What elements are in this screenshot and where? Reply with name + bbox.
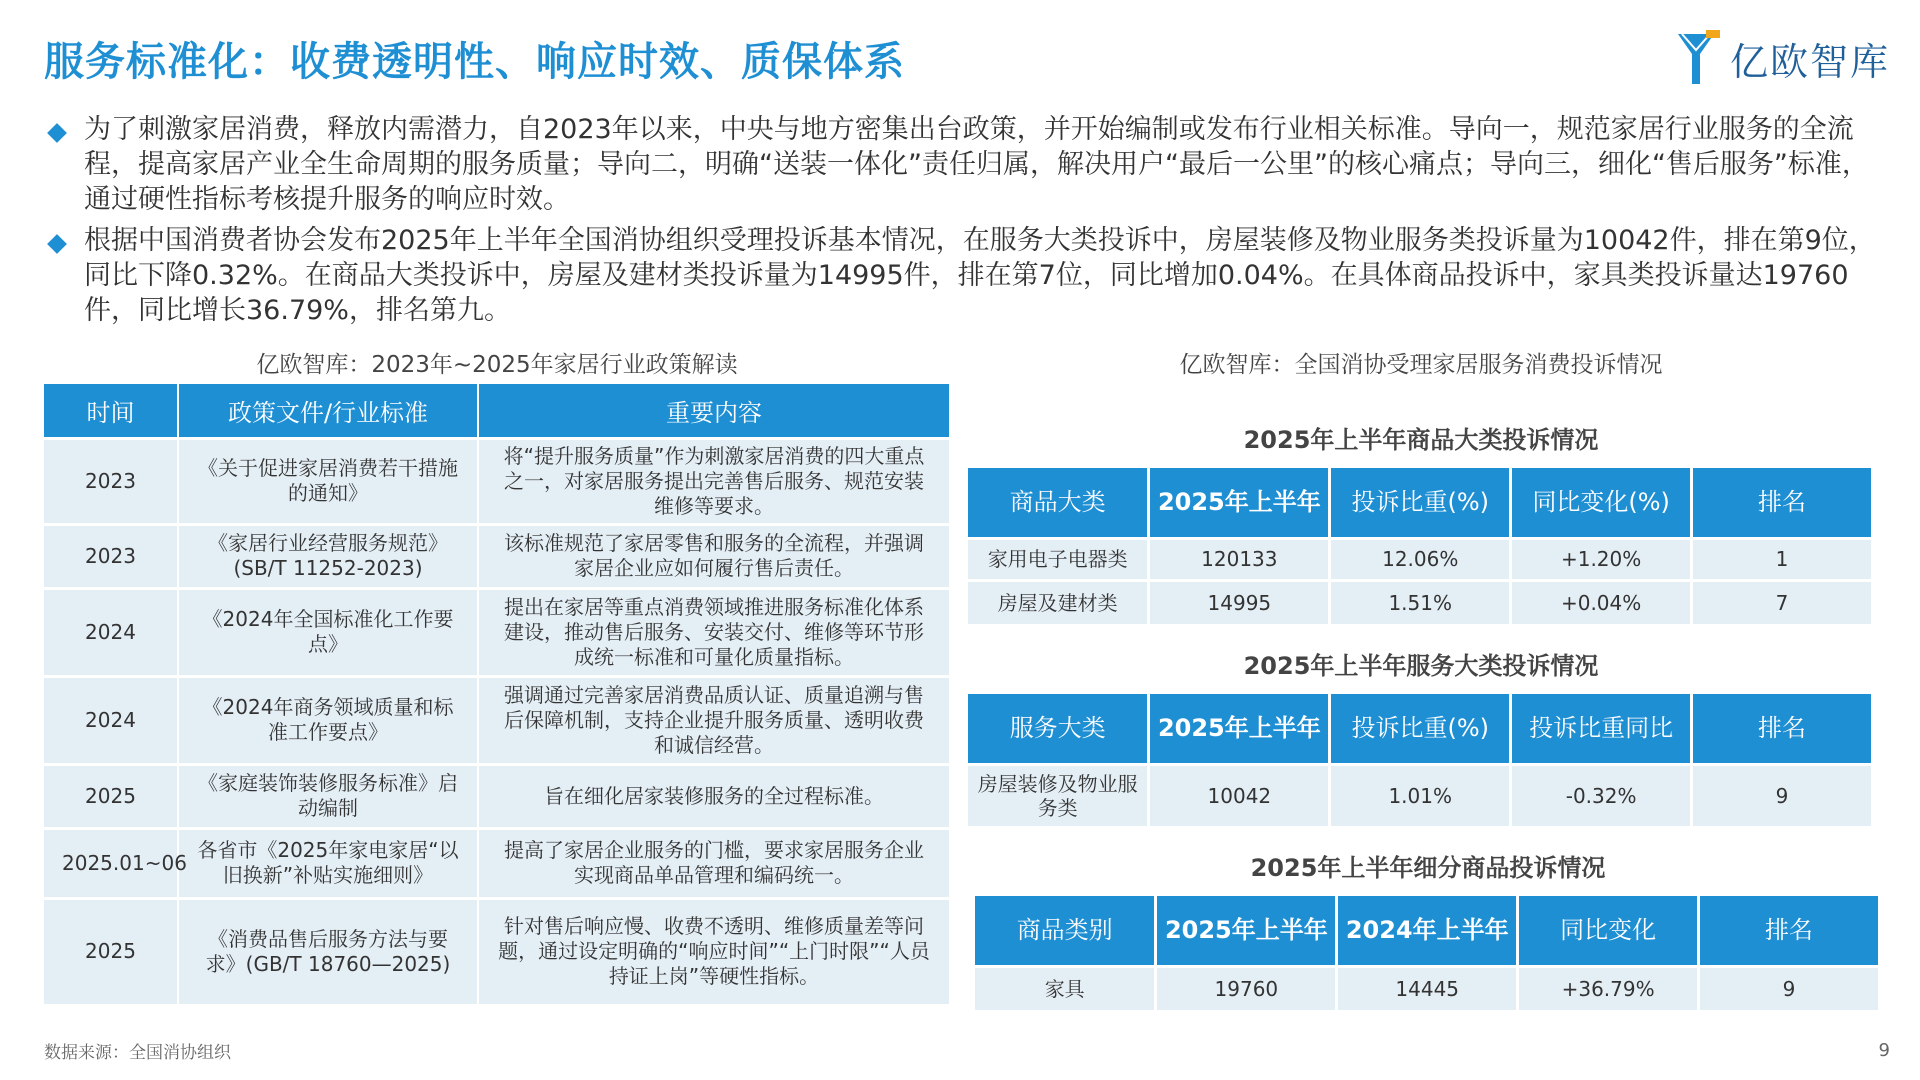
header-doc: 政策文件/行业标准 — [178, 384, 478, 438]
intro-bullets — [44, 112, 1894, 334]
policy-time: 2023 — [44, 438, 178, 524]
cell: 房屋及建材类 — [968, 580, 1149, 624]
header-rank: 排名 — [1692, 468, 1873, 538]
header-rank: 排名 — [1699, 896, 1880, 966]
policy-content: 针对售后响应慢、收费不透明、维修质量差等问题，通过设定明确的“响应时间”“上门时限”“人员持证上岗”等硬性指标。 — [478, 898, 950, 1004]
policy-time: 2025.01~06 — [44, 828, 178, 898]
policy-time: 2023 — [44, 524, 178, 588]
header-share-yoy: 投诉比重同比 — [1511, 694, 1692, 764]
cell: +36.79% — [1518, 966, 1699, 1010]
logo-text: 亿欧智库 — [1729, 39, 1890, 84]
cell: 7 — [1692, 580, 1873, 624]
cell: 12.06% — [1330, 538, 1511, 580]
diamond-bullet-icon — [47, 123, 67, 143]
page-title: 服务标准化：收费透明性、响应时效、质保体系 — [44, 39, 905, 85]
policy-time: 2025 — [44, 898, 178, 1004]
policy-content: 将“提升服务质量”作为刺激家居消费的四大重点之一，对家居服务提出完善售后服务、规范安装维修等要求。 — [478, 438, 950, 524]
diamond-bullet-icon — [47, 234, 67, 254]
policy-content: 旨在细化居家装修服务的全过程标准。 — [478, 764, 950, 828]
data-source: 数据来源：全国消协组织 — [44, 1043, 231, 1063]
cell: 1 — [1692, 538, 1873, 580]
table-row — [968, 580, 1873, 624]
cell: 房屋装修及物业服务类 — [968, 764, 1149, 826]
cell: 9 — [1692, 764, 1873, 826]
cell: 19760 — [1156, 966, 1337, 1010]
table-row — [44, 898, 950, 1004]
complaints-caption: 亿欧智库：全国消协受理家居服务消费投诉情况 — [1179, 352, 1663, 378]
header-2025h1: 2025年上半年 — [1156, 896, 1337, 966]
bullet-item — [44, 223, 1894, 328]
table-row — [44, 524, 950, 588]
header-rank: 排名 — [1692, 694, 1873, 764]
header-2025h1: 2025年上半年 — [1149, 694, 1330, 764]
policy-table-caption: 亿欧智库：2023年~2025年家居行业政策解读 — [256, 352, 738, 378]
policy-time: 2024 — [44, 588, 178, 676]
cell: +1.20% — [1511, 538, 1692, 580]
policy-time: 2024 — [44, 676, 178, 764]
header-category: 商品类别 — [975, 896, 1156, 966]
header-time: 时间 — [44, 384, 178, 438]
header-content: 重要内容 — [478, 384, 950, 438]
policy-content: 提出在家居等重点消费领域推进服务标准化体系建设，推动售后服务、安装交付、维修等环节形成统一标准和可量化质量指标。 — [478, 588, 950, 676]
cell: 家具 — [975, 966, 1156, 1010]
service-complaint-table — [968, 694, 1874, 826]
service-header-row — [968, 694, 1873, 764]
page-number: 9 — [1878, 1040, 1890, 1061]
cell: 1.01% — [1330, 764, 1511, 826]
policy-doc: 各省市《2025年家电家居“以旧换新”补贴实施细则》 — [178, 828, 478, 898]
policy-table — [44, 384, 951, 1004]
policy-doc: 《家庭装饰装修服务标准》启动编制 — [178, 764, 478, 828]
policy-doc: 《家居行业经营服务规范》(SB/T 11252-2023) — [178, 524, 478, 588]
policy-time: 2025 — [44, 764, 178, 828]
detail-header-row — [975, 896, 1880, 966]
detail-complaint-table — [975, 896, 1881, 1010]
header-2025h1: 2025年上半年 — [1149, 468, 1330, 538]
header-share: 投诉比重(%) — [1330, 694, 1511, 764]
cell: -0.32% — [1511, 764, 1692, 826]
policy-doc: 《2024年全国标准化工作要点》 — [178, 588, 478, 676]
policy-doc: 《2024年商务领域质量和标准工作要点》 — [178, 676, 478, 764]
header-yoy: 同比变化(%) — [1511, 468, 1692, 538]
cell: 9 — [1699, 966, 1880, 1010]
policy-content: 强调通过完善家居消费品质认证、质量追溯与售后保障机制，支持企业提升服务质量、透明收费和诚信经营。 — [478, 676, 950, 764]
cell: 家用电子电器类 — [968, 538, 1149, 580]
policy-content: 该标准规范了家居零售和服务的全流程，并强调家居企业应如何履行售后责任。 — [478, 524, 950, 588]
cell: 14995 — [1149, 580, 1330, 624]
cell: 14445 — [1337, 966, 1518, 1010]
policy-header-row — [44, 384, 950, 438]
goods-table-title: 2025年上半年商品大类投诉情况 — [1243, 426, 1599, 454]
yiou-logo-icon — [1676, 30, 1722, 86]
service-table-title: 2025年上半年服务大类投诉情况 — [1243, 652, 1599, 680]
table-row — [968, 764, 1873, 826]
detail-table-title: 2025年上半年细分商品投诉情况 — [1250, 854, 1606, 882]
bullet-item — [44, 112, 1894, 217]
goods-complaint-table — [968, 468, 1874, 624]
table-row — [975, 966, 1880, 1010]
policy-doc: 《关于促进家居消费若干措施的通知》 — [178, 438, 478, 524]
cell: 120133 — [1149, 538, 1330, 580]
policy-doc: 《消费品售后服务方法与要求》(GB/T 18760—2025) — [178, 898, 478, 1004]
header-category: 服务大类 — [968, 694, 1149, 764]
bullet-text: 为了刺激家居消费，释放内需潜力，自2023年以来，中央与地方密集出台政策，并开始编制或发布行业相关标准。导向一，规范家居行业服务的全流程，提高家居产业全生命周期的服务质量；导向二，明确“送装一体化”责任归属，解决用户“最后一公里”的核心痛点；导向三，细化“售后服务”标准，通过硬性指标考核提升服务的响应时效。 — [84, 114, 1869, 215]
table-row — [44, 588, 950, 676]
table-row — [968, 538, 1873, 580]
header-yoy: 同比变化 — [1518, 896, 1699, 966]
cell: +0.04% — [1511, 580, 1692, 624]
goods-header-row — [968, 468, 1873, 538]
header-share: 投诉比重(%) — [1330, 468, 1511, 538]
table-row — [44, 438, 950, 524]
header-category: 商品大类 — [968, 468, 1149, 538]
table-row — [44, 764, 950, 828]
table-row — [44, 676, 950, 764]
logo — [1676, 28, 1890, 88]
cell: 1.51% — [1330, 580, 1511, 624]
bullet-text: 根据中国消费者协会发布2025年上半年全国消协组织受理投诉基本情况，在服务大类投诉中，房屋装修及物业服务类投诉量为10042件，排在第9位，同比下降0.32%。在商品大类投诉中，房屋及建材类投诉量为14995件，排在第7位，同比增加0.04%。在具体商品投诉中，家具类投诉量达19760件，同比增长36.79%，排名第九。 — [84, 225, 1876, 326]
table-row — [44, 828, 950, 898]
cell: 10042 — [1149, 764, 1330, 826]
policy-content: 提高了家居企业服务的门槛，要求家居服务企业实现商品单品管理和编码统一。 — [478, 828, 950, 898]
header-2024h1: 2024年上半年 — [1337, 896, 1518, 966]
